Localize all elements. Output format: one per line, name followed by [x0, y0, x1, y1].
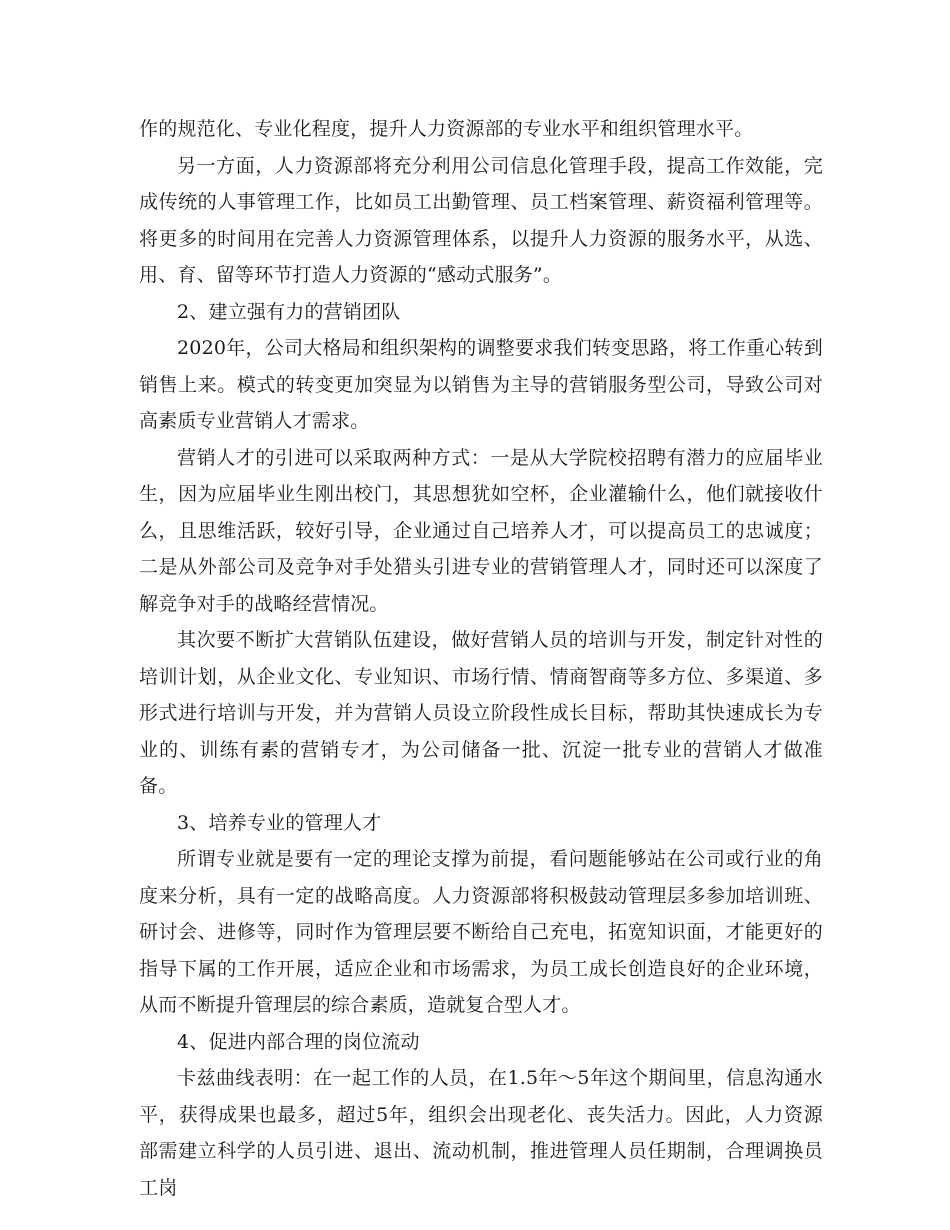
paragraph-sales-training: 其次要不断扩大营销队伍建设，做好营销人员的培训与开发，制定针对性的培训计划，从企业文化、专业知识、市场行情、情商智商等多方位、多渠道、多形式进行培训与开发，并为营销人员设立阶段性成长目标，帮助其快速成长为专业的、训练有素的营销专才，为公司储备一批、沉淀一批专业的营销人才做准备。 [139, 629, 823, 797]
paragraph-talent-recruitment: 营销人才的引进可以采取两种方式：一是从大学院校招聘有潜力的应届毕业生，因为应届毕业生刚出校门，其思想犹如空杯，企业灌输什么，他们就接收什么，且思维活跃，较好引导，企业通过自己培养人才，可以提高员工的忠诚度；二是从外部公司及竞争对手处猎头引进专业的营销管理人才，同时还可以深度了解竞争对手的战略经营情况。 [139, 446, 823, 615]
section-heading-management-talent: 3、培养专业的管理人才 [177, 811, 382, 834]
paragraph-information-management: 另一方面，人力资源部将充分利用公司信息化管理手段，提高工作效能，完成传统的人事管理工作，比如员工出勤管理、员工档案管理、薪资福利管理等。将更多的时间用在完善人力资源管理体系，以提升人力资源的服务水平，从选、用、育、留等环节打造人力资源的“感动式服务”。 [139, 154, 823, 286]
paragraph-continuation: 作的规范化、专业化程度，提升人力资源部的专业水平和组织管理水平。 [139, 118, 754, 140]
section-heading-job-rotation: 4、促进内部合理的岗位流动 [177, 1030, 420, 1053]
paragraph-professional-management: 所谓专业就是要有一定的理论支撑为前提，看问题能够站在公司或行业的角度来分析，具有一定的战略高度。人力资源部将积极鼓动管理层多参加培训班、研讨会、进修等，同时作为管理层要不断给自己充电，拓宽知识面，才能更好的指导下属的工作开展，适应企业和市场需求，为员工成长创造良好的企业环境，从而不断提升管理层的综合素质，造就复合型人才。 [139, 848, 823, 1016]
paragraph-katz-curve: 卡兹曲线表明：在一起工作的人员，在1.5年～5年这个期间里，信息沟通水平，获得成果也最多，超过5年，组织会出现老化、丧失活力。因此，人力资源部需建立科学的人员引进、退出、流动机制，推进管理人员任期制，合理调换员工岗 [139, 1067, 823, 1199]
document-body [139, 111, 823, 1206]
paragraph-2020-restructure: 2020年，公司大格局和组织架构的调整要求我们转变思路，将工作重心转到销售上来。模式的转变更加突显为以销售为主导的营销服务型公司，导致公司对高素质专业营销人才需求。 [139, 337, 823, 432]
section-heading-sales-team: 2、建立强有力的营销团队 [177, 300, 401, 323]
